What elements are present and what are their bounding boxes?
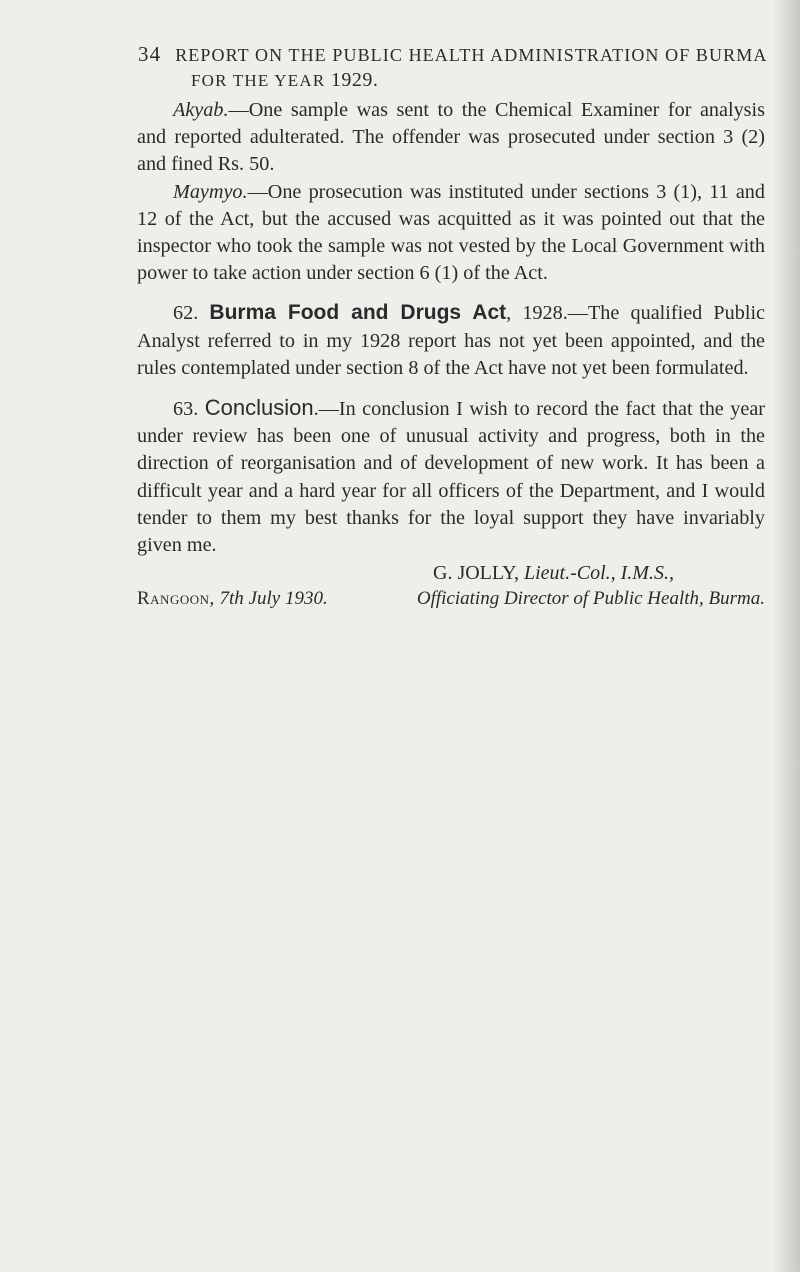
paragraph-akyab: Akyab.—One sample was sent to the Chemical Examiner for analysis and reported adulterated. The offender was prosecuted under section 3 (2) and fined Rs. 50. <box>137 99 765 176</box>
section-number-63: 63. <box>173 398 199 421</box>
signature-place: Rangoon, <box>137 588 215 609</box>
page-number: 34 <box>138 42 162 66</box>
section-heading-conclusion: Conclusion <box>204 395 314 421</box>
report-year: 1929. <box>330 69 379 91</box>
paragraph-maymyo: Maymyo.—One prosecution was instituted under sections 3 (1), 11 and 12 of the Act, but the accused was acquitted as it was pointed out that the inspector who took the sample was not vested by the Local Government with power to take action under section 6 (1) of the Act. <box>137 180 765 285</box>
report-title: REPORT ON THE PUBLIC HEALTH ADMINISTRATION OF BURMA <box>175 45 768 65</box>
signatory-rank: Lieut.-Col., <box>523 562 616 584</box>
place-akyab: Akyab. <box>173 99 229 121</box>
section-heading-food-drugs: Burma Food and Drugs Act <box>209 301 507 325</box>
place-maymyo: Maymyo. <box>173 180 248 203</box>
signatory-name: G. JOLLY, <box>433 562 519 584</box>
paragraph-conclusion: 63. Conclusion.—In conclusion I wish to record the fact that the year under review has been one of unusual activity and progress, both in the direction of reorganisation and of development of new work. It has been a difficult year and a hard year for all officers of the Department, and I would tender to them my best thanks for the loyal support they have invariably given me. <box>137 395 766 557</box>
report-subtitle: FOR THE YEAR 1929. <box>191 69 379 91</box>
signatory-service: I.M.S., <box>620 562 674 584</box>
page-header <box>138 42 768 92</box>
signatory-designation: Officiating Director of Public Health, Burma. <box>416 588 765 609</box>
report-body <box>137 97 765 559</box>
signature-block <box>137 560 765 611</box>
signatory <box>137 560 765 587</box>
paragraph-food-drugs-act: 62. Burma Food and Drugs Act, 1928.—The qualified Public Analyst referred to in my 1928 report has not yet been appointed, and the rules contemplated under section 8 of the Act have not yet been formulated. <box>137 301 766 379</box>
signature-date: 7th July 1930. <box>219 588 328 609</box>
section-number-62: 62. <box>173 302 199 325</box>
page-edge-shadow <box>772 0 800 1272</box>
place-date <box>137 587 328 611</box>
